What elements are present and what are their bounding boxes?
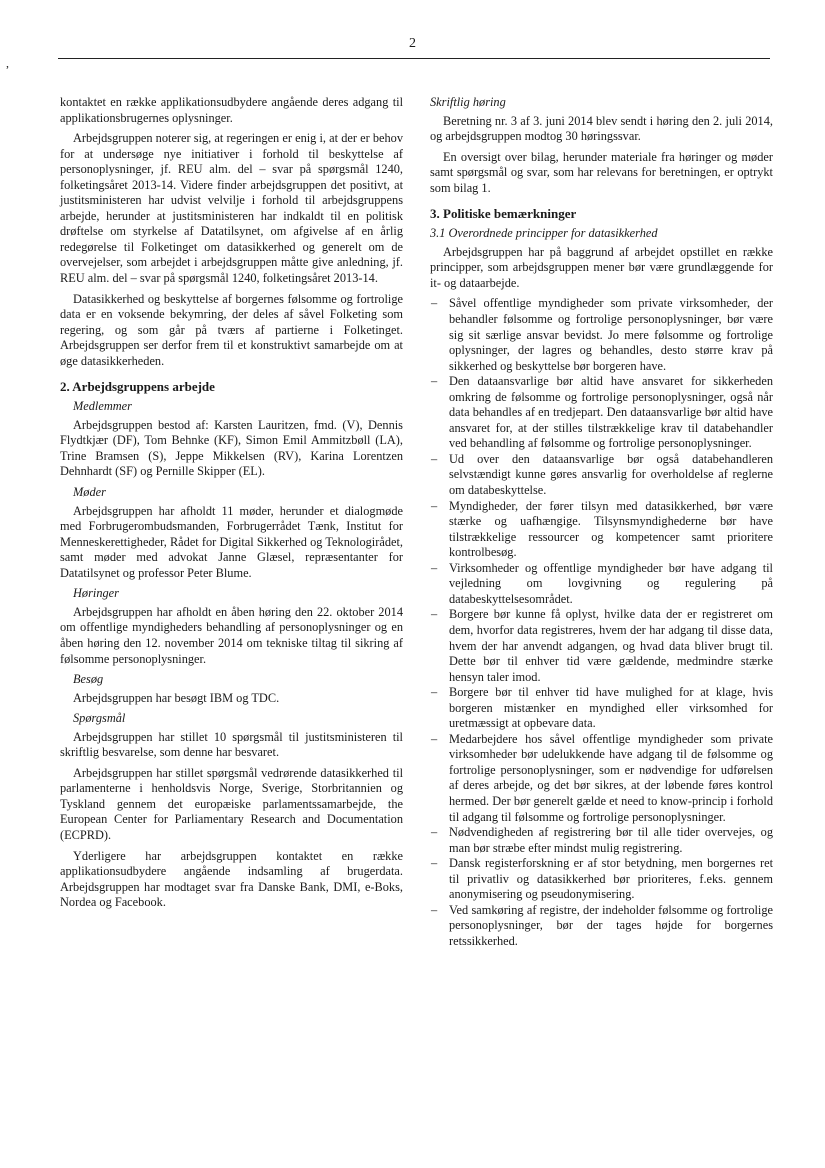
- subheading-medlemmer: Medlemmer: [73, 399, 132, 414]
- list-item: – Medarbejdere hos såvel offentlige myndigheder som private virksomheder bør udelukkende have adgang til de følsomme og fortrolige personoplysninger, som er nødvendige for udførelsen af deres arbejde, og det bør sikres, at der løbende føres kontrol hermed. Der bør generelt gælde et need to know-princip i forhold til adgang til følsomme og fortrolige personoplysninger.: [430, 732, 773, 825]
- header-rule: [58, 58, 770, 59]
- subheading-sporgsmal: Spørgsmål: [73, 711, 126, 726]
- list-item: – Nødvendigheden af registrering bør til alle tider overvejes, og man bør stræbe efter mindst mulig registrering.: [430, 825, 773, 856]
- paragraph: Arbejdsgruppen noterer sig, at regeringen er enig i, at der er behov for at undersøge nye initiativer i forhold til beskyttelse af personoplysninger, jf. REU alm. del – svar på spørgsmål 1240, folketingsåret 2013-14. Videre finder arbejdsgruppen det positivt, at justitsministeren har udvist velvilje i forhold til arbejdsgruppens arbejde, herunder at justitsministeren har indkaldt til en politisk drøftelse om styrkelse af Datatilsynet, om afgivelse af en årlig redegørelse til Folketinget om datasikkerhed og generelt om de overvejelser, som arbejdet i arbejdsgruppen måtte give anledning, jf. REU alm. del – svar på spørgsmål 1240, folketingsåret 2013-14.: [60, 131, 403, 286]
- principles-list: [430, 296, 773, 949]
- paragraph: Arbejdsgruppen har besøgt IBM og TDC.: [73, 690, 280, 705]
- list-item: – Ved samkøring af registre, der indeholder følsomme og fortrolige personoplysninger, bør der tages højde for borgernes retssikkerhed.: [430, 903, 773, 950]
- paragraph: Arbejdsgruppen bestod af: Karsten Lauritzen, fmd. (V), Dennis Flydtkjær (DF), Tom Behnke (KF), Simon Emil Ammitzbøll (LA), Trine Bramsen (S), Jeppe Mikkelsen (RV), Karina Lorentzen Dehnhardt (SF) og Pernille Skipper (EL).: [60, 417, 403, 479]
- list-item: – Borgere bør kunne få oplyst, hvilke data der er registreret om dem, hvorfor data registreres, hvem der har adgang til disse data, hvem der har anvendt adgangen, og hvad data bliver brugt til. Dette bør til enhver tid være gældende, medmindre stærke hensyn taler imod.: [430, 607, 773, 685]
- list-item: – Den dataansvarlige bør altid have ansvaret for sikkerheden omkring de følsomme og fortrolige personoplysninger, også når data behandles af en tredjepart. Den dataansvarlige bør altid have ansvaret for, at der stilles tilstrækkelige krav til databehandler ved behandling af følsomme og fortrolige personoplysninger.: [430, 374, 773, 452]
- list-item: – Borgere bør til enhver tid have mulighed for at klage, hvis borgeren mistænker en myndighed eller virksomhed for uretmæssigt at opbevare data.: [430, 685, 773, 732]
- paragraph: Yderligere har arbejdsgruppen kontaktet en række applikationsudbydere angående indsamling af brugerdata. Arbejdsgruppen har modtaget svar fra Danske Bank, DMI, e-Boks, Nordea og Facebook.: [60, 848, 403, 910]
- section-heading-3: 3. Politiske bemærkninger: [430, 206, 577, 222]
- section-heading-2: 2. Arbejdsgruppens arbejde: [60, 379, 215, 395]
- paragraph: Arbejdsgruppen har stillet spørgsmål vedrørende datasikkerhed til parlamenterne i henholdsvis Norge, Sverige, Storbritannien og Tyskland gennem det europæiske parlamentssamarbejde, the European Center for Parliamentary Research and Documentation (ECPRD).: [60, 765, 403, 842]
- subheading-3-1: 3.1 Overordnede principper for datasikkerhed: [430, 226, 658, 241]
- paragraph: Datasikkerhed og beskyttelse af borgernes følsomme og fortrolige data er en voksende bekymring, der deles af såvel Folketing som regering, og som går på tværs af partierne i Folketinget. Arbejdsgruppen ser derfor frem til et konstruktivt samarbejde om at øge datasikkerheden.: [60, 291, 403, 368]
- paragraph: Beretning nr. 3 af 3. juni 2014 blev sendt i høring den 2. juli 2014, og arbejdsgruppen modtog 30 høringssvar.: [430, 113, 773, 144]
- subheading-skriftlig-horing: Skriftlig høring: [430, 95, 506, 109]
- list-item: – Dansk registerforskning er af stor betydning, men borgernes ret til privatliv og datasikkerhed bør prioriteres, f.eks. gennem anonymisering og pseudonymisering.: [430, 856, 773, 903]
- subheading-besog: Besøg: [73, 672, 104, 687]
- list-item: – Ud over den dataansvarlige bør også databehandleren selvstændigt kunne gøres ansvarlig for overholdelse af reglerne om databeskyttelse.: [430, 452, 773, 499]
- subheading-moder: Møder: [73, 485, 106, 500]
- paragraph: kontaktet en række applikationsudbydere angående deres adgang til applikationsbrugernes oplysninger.: [60, 95, 403, 125]
- list-item: – Såvel offentlige myndigheder som private virksomheder, der behandler følsomme og fortrolige personoplysninger, bør være sig sit særlige ansvar bevidst. Jo mere følsomme og fortrolige oplysninger, der lagres og behandles, desto større krav på sikkerhed og beskyttelse bør borgeren have.: [430, 296, 773, 374]
- subheading-horinger: Høringer: [73, 586, 119, 601]
- paragraph: Arbejdsgruppen har afholdt en åben høring den 22. oktober 2014 om offentlige myndigheders behandling af personoplysninger og en åben høring den 12. november 2014 om tekniske tiltag til sikring af følsomme personoplysninger.: [60, 604, 403, 666]
- margin-mark: ,: [6, 56, 9, 70]
- list-item: – Virksomheder og offentlige myndigheder bør have adgang til vejledning om lovgivning og regulering på databeskyttelsesområdet.: [430, 561, 773, 608]
- paragraph: Arbejdsgruppen har på baggrund af arbejdet opstillet en række principper, som arbejdsgruppen mener bør være grundlæggende for it- og dataarbejde.: [430, 244, 773, 290]
- list-item: – Myndigheder, der fører tilsyn med datasikkerhed, bør være stærke og uafhængige. Tilsynsmyndighederne bør have tilstrækkelige ressourcer og kompetencer samt prioritere kontrolbesøg.: [430, 499, 773, 561]
- paragraph: En oversigt over bilag, herunder materiale fra høringer og møder samt spørgsmål og svar, som har relevans for beretningen, er optrykt som bilag 1.: [430, 149, 773, 195]
- left-column: [60, 95, 403, 916]
- right-column: [430, 95, 773, 949]
- paragraph: Arbejdsgruppen har afholdt 11 møder, herunder et dialogmøde med Forbrugerombudsmanden, Forbrugerrådet Tænk, Institut for Menneskerettigheder, Rådet for Digital Sikkerhed og Teknologirådet, samt møder med advokat Janne Glæsel, repræsentanter for Datatilsynet og professor Peter Blume.: [60, 503, 403, 580]
- page-number: 2: [409, 36, 416, 51]
- paragraph: Arbejdsgruppen har stillet 10 spørgsmål til justitsministeren til skriftlig besvarelse, som denne har besvaret.: [60, 729, 403, 760]
